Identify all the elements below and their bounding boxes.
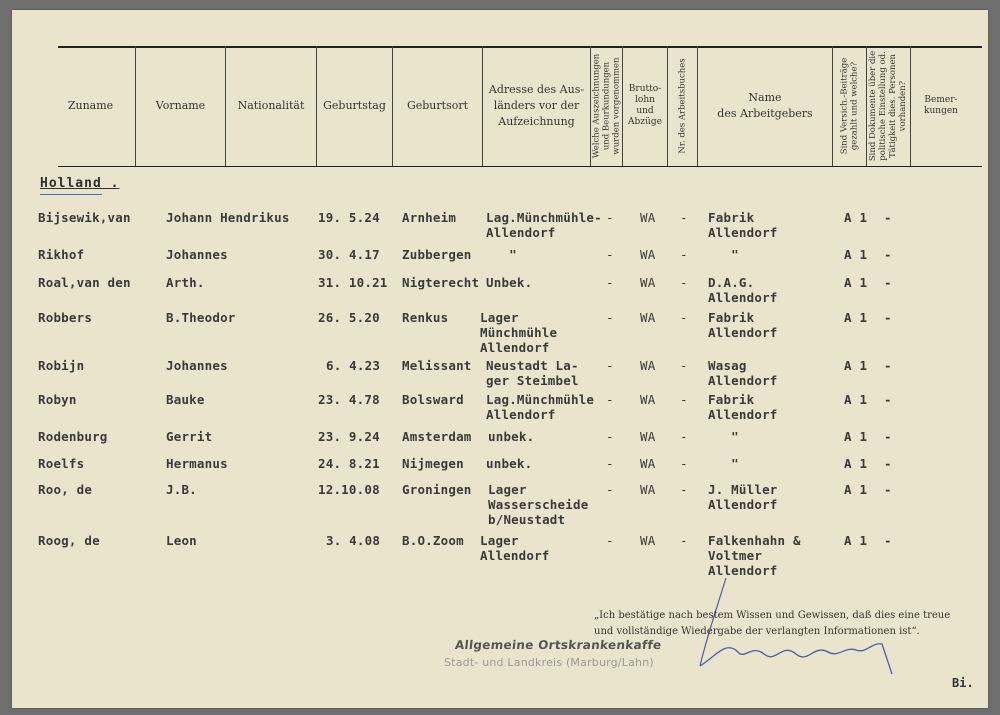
row-dash: - xyxy=(680,275,688,290)
row-dash: - xyxy=(884,275,892,290)
row-zuname: Roo, de xyxy=(38,482,93,497)
header-versich: Sind Versich.-Beiträge gezahlt und welche? xyxy=(839,57,860,155)
row-arbeitgeber: D.A.G. Allendorf xyxy=(708,275,778,305)
row-wa: WA xyxy=(640,358,656,373)
row-dash: - xyxy=(680,533,688,548)
row-zuname: Roelfs xyxy=(38,456,85,471)
row-adresse: Unbek. xyxy=(486,275,533,290)
row-versich: A 1 xyxy=(844,482,868,497)
row-datum: 30. 4.17 xyxy=(318,247,380,262)
row-datum: 12.10.08 xyxy=(318,482,380,497)
header-adresse: Adresse des Aus- länders vor der Aufzeichnung xyxy=(488,83,585,128)
row-dash: - xyxy=(680,429,688,444)
row-vorname: Arth. xyxy=(166,275,205,290)
row-adresse: Neustadt La- ger Steimbel xyxy=(486,358,579,388)
row-dash: - xyxy=(606,275,614,290)
row-versich: A 1 xyxy=(844,533,868,548)
header-geburtsort: Geburtsort xyxy=(406,99,469,112)
row-wa: WA xyxy=(640,392,656,407)
row-vorname: Johannes xyxy=(166,247,228,262)
section-label: Holland . xyxy=(40,176,120,191)
record-card xyxy=(12,10,988,708)
office-stamp-line2: Stadt- und Landkreis (Marburg/Lahn) xyxy=(444,656,654,669)
row-adresse: Lager Münchmühle Allendorf xyxy=(480,310,558,355)
row-dash: - xyxy=(884,392,892,407)
row-dash: - xyxy=(884,482,892,497)
section-underline xyxy=(40,194,102,195)
row-dash: - xyxy=(680,247,688,262)
row-adresse: Lager Allendorf xyxy=(480,533,550,563)
row-versich: A 1 xyxy=(844,456,868,471)
row-ort: Arnheim xyxy=(402,210,457,225)
row-versich: A 1 xyxy=(844,310,868,325)
row-dash: - xyxy=(606,358,614,373)
certification-statement: „Ich bestätige nach bestem Wissen und Gewissen, daß dies eine treue und vollständige Wiedergabe der verlangten Informationen ist“. xyxy=(594,610,951,637)
row-adresse: Lager Wasserscheide b/Neustadt xyxy=(488,482,589,527)
row-arbeitgeber: Falkenhahn & Voltmer Allendorf xyxy=(708,533,801,578)
header-auszeichnungen: Welche Auszeichnungen und Beurkundungen wurden vorgenommen xyxy=(591,53,622,159)
header-brutto: Brutto- lohn und Abzüge xyxy=(628,84,662,127)
row-zuname: Robyn xyxy=(38,392,77,407)
office-stamp-line1: Allgemeine Ortskrankenkaffe xyxy=(454,638,663,652)
row-dash: - xyxy=(680,482,688,497)
row-datum: 19. 5.24 xyxy=(318,210,380,225)
row-arbeitgeber: Fabrik Allendorf xyxy=(708,392,778,422)
row-dash: - xyxy=(606,456,614,471)
row-arbeitgeber: " xyxy=(708,247,739,262)
row-dash: - xyxy=(884,310,892,325)
row-ort: Amsterdam xyxy=(402,429,472,444)
row-dash: - xyxy=(606,533,614,548)
row-datum: 24. 8.21 xyxy=(318,456,380,471)
row-datum: 31. 10.21 xyxy=(318,275,388,290)
row-dash: - xyxy=(606,429,614,444)
row-dash: - xyxy=(606,392,614,407)
row-dash: - xyxy=(680,310,688,325)
row-arbeitgeber: Wasag Allendorf xyxy=(708,358,778,388)
row-ort: Melissant xyxy=(402,358,472,373)
row-dash: - xyxy=(884,210,892,225)
row-versich: A 1 xyxy=(844,247,868,262)
row-vorname: Leon xyxy=(166,533,197,548)
row-vorname: J.B. xyxy=(166,482,197,497)
row-arbeitgeber: Fabrik Allendorf xyxy=(708,310,778,340)
row-wa: WA xyxy=(640,456,656,471)
row-dash: - xyxy=(680,210,688,225)
row-vorname: Johannes xyxy=(166,358,228,373)
row-zuname: Roog, de xyxy=(38,533,100,548)
row-dash: - xyxy=(884,429,892,444)
row-vorname: Gerrit xyxy=(166,429,213,444)
row-wa: WA xyxy=(640,429,656,444)
row-vorname: Bauke xyxy=(166,392,205,407)
row-dash: - xyxy=(884,358,892,373)
row-zuname: Rodenburg xyxy=(38,429,108,444)
row-wa: WA xyxy=(640,310,656,325)
row-ort: B.O.Zoom xyxy=(402,533,464,548)
row-zuname: Robijn xyxy=(38,358,85,373)
row-dash: - xyxy=(680,456,688,471)
row-zuname: Robbers xyxy=(38,310,93,325)
row-vorname: Johann Hendrikus xyxy=(166,210,290,225)
row-datum: 6. 4.23 xyxy=(326,358,381,373)
header-vorname: Vorname xyxy=(155,99,206,112)
row-wa: WA xyxy=(640,275,656,290)
header-bemerkungen: Bemer- kungen xyxy=(924,95,958,116)
row-wa: WA xyxy=(640,247,656,262)
header-bottom-rule xyxy=(58,166,982,167)
header-arbeitgeber: Name des Arbeitgebers xyxy=(717,91,813,120)
row-ort: Renkus xyxy=(402,310,449,325)
header-nationalitaet: Nationalität xyxy=(237,99,305,112)
row-zuname: Bijsewik,van xyxy=(38,210,131,225)
row-arbeitgeber: Fabrik Allendorf xyxy=(708,210,778,240)
row-adresse: unbek. xyxy=(486,456,533,471)
row-arbeitgeber: J. Müller Allendorf xyxy=(708,482,778,512)
row-arbeitgeber: " xyxy=(708,456,739,471)
row-vorname: Hermanus xyxy=(166,456,228,471)
row-zuname: Rikhof xyxy=(38,247,85,262)
row-versich: A 1 xyxy=(844,210,868,225)
row-datum: 23. 4.78 xyxy=(318,392,380,407)
row-versich: A 1 xyxy=(844,358,868,373)
row-ort: Nijmegen xyxy=(402,456,464,471)
row-wa: WA xyxy=(640,533,656,548)
row-datum: 23. 9.24 xyxy=(318,429,380,444)
row-dash: - xyxy=(606,210,614,225)
row-zuname: Roal,van den xyxy=(38,275,131,290)
row-dash: - xyxy=(680,358,688,373)
row-adresse: Lag.Münchmühle Allendorf xyxy=(486,392,595,422)
row-dash: - xyxy=(680,392,688,407)
row-datum: 26. 5.20 xyxy=(318,310,380,325)
header-geburtstag: Geburtstag xyxy=(323,99,386,112)
row-ort: Groningen xyxy=(402,482,472,497)
header-arbeitsbuch: Nr. des Arbeitsbuches xyxy=(677,58,688,154)
row-dash: - xyxy=(606,247,614,262)
row-adresse: Lag.Münchmühle- Allendorf xyxy=(486,210,602,240)
row-versich: A 1 xyxy=(844,275,868,290)
row-dash: - xyxy=(884,456,892,471)
row-ort: Bolsward xyxy=(402,392,464,407)
row-ort: Zubbergen xyxy=(402,247,472,262)
row-arbeitgeber: " xyxy=(708,429,739,444)
header-zuname: Zuname xyxy=(67,99,114,112)
row-datum: 3. 4.08 xyxy=(326,533,381,548)
row-wa: WA xyxy=(640,210,656,225)
row-dash: - xyxy=(884,247,892,262)
row-dash: - xyxy=(606,310,614,325)
row-versich: A 1 xyxy=(844,429,868,444)
row-versich: A 1 xyxy=(844,392,868,407)
row-adresse: unbek. xyxy=(488,429,535,444)
row-adresse: " xyxy=(486,247,517,262)
clerk-initials: Bi. xyxy=(952,676,974,690)
row-ort: Nigterecht xyxy=(402,275,480,290)
row-wa: WA xyxy=(640,482,656,497)
header-dokumente: Sind Dokumente über die politische Einstellung od. Tätigkeit dies. Personen vorhanden? xyxy=(868,50,909,162)
row-dash: - xyxy=(884,533,892,548)
row-vorname: B.Theodor xyxy=(166,310,236,325)
row-dash: - xyxy=(606,482,614,497)
